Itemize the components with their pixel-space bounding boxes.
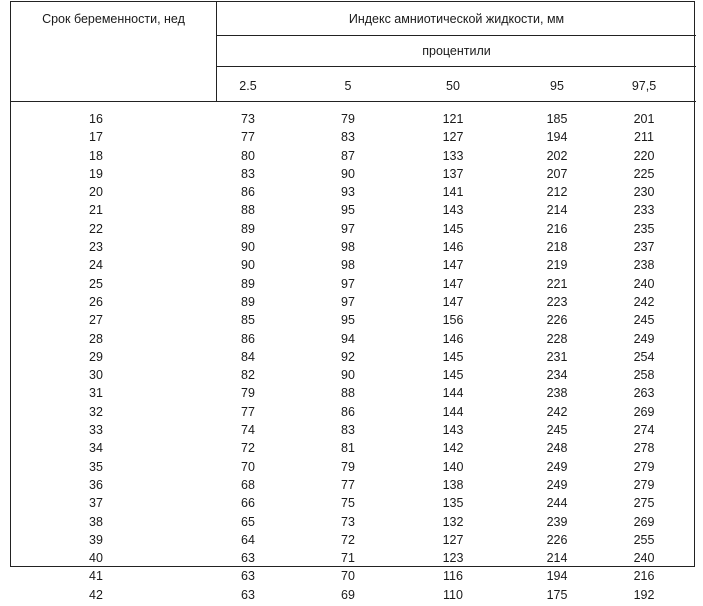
value-cell: 79 — [341, 112, 355, 126]
value-cell: 141 — [442, 185, 464, 200]
value-cell: 147 — [442, 276, 464, 291]
value-cell: 66 — [241, 496, 255, 511]
value-cell: 140 — [442, 459, 464, 474]
value-cell: 63 — [241, 587, 255, 602]
value-cell: 219 — [546, 258, 568, 273]
value-cell: 223 — [546, 294, 568, 309]
value-cell: 89 — [241, 276, 255, 291]
value-cell: 194 — [546, 569, 568, 584]
value-cell: 274 — [633, 423, 655, 438]
value-cell: 71 — [341, 551, 355, 566]
value-cell: 90 — [241, 258, 255, 273]
table-body — [11, 112, 696, 606]
value-cell: 68 — [241, 477, 255, 492]
value-cell: 238 — [633, 258, 655, 273]
week-cell: 22 — [89, 221, 103, 236]
percentile-2-5-header: 2.5 — [239, 79, 257, 93]
value-cell: 81 — [341, 441, 355, 456]
percentile-97-5-header: 97,5 — [631, 79, 657, 93]
week-cell: 23 — [89, 240, 103, 255]
week-cell: 39 — [89, 532, 103, 547]
value-cell: 88 — [341, 386, 355, 401]
value-cell: 72 — [341, 532, 355, 547]
value-cell: 127 — [442, 130, 464, 145]
table-row — [11, 460, 696, 478]
value-cell: 116 — [443, 569, 463, 584]
value-cell: 73 — [341, 514, 355, 529]
value-cell: 74 — [241, 423, 255, 438]
table-row — [11, 332, 696, 350]
week-cell: 21 — [89, 203, 103, 218]
value-cell: 132 — [442, 514, 464, 529]
value-cell: 240 — [633, 276, 655, 291]
value-cell: 156 — [442, 313, 464, 328]
value-cell: 70 — [241, 459, 255, 474]
table-row — [11, 405, 696, 423]
value-cell: 216 — [633, 569, 655, 584]
value-cell: 147 — [442, 258, 464, 273]
week-cell: 28 — [89, 331, 103, 346]
value-cell: 249 — [633, 331, 655, 346]
table-row — [11, 569, 696, 587]
value-cell: 202 — [546, 148, 568, 163]
week-cell: 33 — [89, 423, 103, 438]
percentiles-header: процентили — [422, 44, 491, 58]
value-cell: 133 — [442, 148, 464, 163]
value-cell: 194 — [546, 130, 568, 145]
value-cell: 145 — [442, 221, 464, 236]
value-cell: 82 — [241, 368, 255, 383]
value-cell: 221 — [546, 276, 568, 291]
value-cell: 97 — [341, 294, 355, 309]
value-cell: 86 — [341, 404, 355, 419]
week-cell: 35 — [89, 459, 103, 474]
value-cell: 143 — [442, 203, 464, 218]
value-cell: 145 — [442, 349, 464, 364]
value-cell: 89 — [241, 294, 255, 309]
value-cell: 95 — [341, 203, 355, 218]
week-cell: 25 — [89, 276, 103, 291]
value-cell: 143 — [442, 423, 464, 438]
value-cell: 214 — [546, 203, 568, 218]
table-row — [11, 149, 696, 167]
week-cell: 27 — [89, 313, 103, 328]
value-cell: 90 — [241, 240, 255, 255]
value-cell: 97 — [341, 221, 355, 236]
value-cell: 212 — [546, 185, 568, 200]
table-row — [11, 295, 696, 313]
value-cell: 92 — [341, 349, 355, 364]
week-cell: 30 — [89, 368, 103, 383]
percentile-50-header: 50 — [446, 79, 460, 93]
value-cell: 239 — [546, 514, 568, 529]
table-row — [11, 496, 696, 514]
value-cell: 135 — [442, 496, 464, 511]
amniotic-index-header: Индекс амниотической жидкости, мм — [348, 12, 565, 26]
week-cell: 40 — [89, 551, 103, 566]
value-cell: 245 — [546, 423, 568, 438]
value-cell: 72 — [241, 441, 255, 456]
table-row — [11, 441, 696, 459]
table-row — [11, 167, 696, 185]
week-cell: 32 — [89, 404, 103, 419]
table-row — [11, 423, 696, 441]
value-cell: 233 — [633, 203, 655, 218]
value-cell: 110 — [443, 587, 463, 602]
value-cell: 127 — [442, 532, 464, 547]
percentile-5-header: 5 — [344, 79, 352, 93]
value-cell: 80 — [241, 148, 255, 163]
value-cell: 98 — [341, 258, 355, 273]
value-cell: 88 — [241, 203, 255, 218]
value-cell: 269 — [633, 404, 655, 419]
week-cell: 34 — [89, 441, 103, 456]
value-cell: 255 — [633, 532, 655, 547]
value-cell: 77 — [241, 130, 255, 145]
value-cell: 123 — [442, 551, 464, 566]
table-row — [11, 185, 696, 203]
value-cell: 146 — [442, 240, 464, 255]
value-cell: 142 — [442, 441, 464, 456]
table-row — [11, 478, 696, 496]
week-cell: 26 — [89, 294, 103, 309]
value-cell: 211 — [634, 130, 654, 145]
value-cell: 83 — [341, 130, 355, 145]
value-cell: 207 — [546, 166, 568, 181]
value-cell: 235 — [633, 221, 655, 236]
value-cell: 89 — [241, 221, 255, 236]
table-row — [11, 350, 696, 368]
value-cell: 192 — [633, 587, 655, 602]
value-cell: 63 — [241, 551, 255, 566]
value-cell: 98 — [341, 240, 355, 255]
value-cell: 240 — [633, 551, 655, 566]
table-row — [11, 551, 696, 569]
value-cell: 147 — [442, 294, 464, 309]
value-cell: 145 — [442, 368, 464, 383]
table-row — [11, 386, 696, 404]
value-cell: 269 — [633, 514, 655, 529]
table-row — [11, 588, 696, 606]
value-cell: 228 — [546, 331, 568, 346]
value-cell: 234 — [546, 368, 568, 383]
value-cell: 185 — [546, 112, 568, 126]
table-row — [11, 313, 696, 331]
value-cell: 238 — [546, 386, 568, 401]
value-cell: 138 — [442, 477, 464, 492]
value-cell: 95 — [341, 313, 355, 328]
value-cell: 245 — [633, 313, 655, 328]
week-cell: 18 — [89, 148, 103, 163]
value-cell: 249 — [546, 459, 568, 474]
value-cell: 77 — [341, 477, 355, 492]
value-cell: 144 — [442, 386, 464, 401]
table-row — [11, 112, 696, 130]
table-row — [11, 277, 696, 295]
header-rule-top — [217, 35, 696, 36]
week-cell: 38 — [89, 514, 103, 529]
value-cell: 63 — [241, 569, 255, 584]
week-cell: 36 — [89, 477, 103, 492]
table-row — [11, 515, 696, 533]
value-cell: 137 — [442, 166, 464, 181]
value-cell: 279 — [633, 477, 655, 492]
percentile-95-header: 95 — [550, 79, 564, 93]
value-cell: 275 — [633, 496, 655, 511]
week-cell: 37 — [89, 496, 103, 511]
table-row — [11, 240, 696, 258]
week-cell: 31 — [89, 386, 103, 401]
data-table — [10, 1, 695, 602]
value-cell: 87 — [341, 148, 355, 163]
value-cell: 86 — [241, 331, 255, 346]
value-cell: 278 — [633, 441, 655, 456]
value-cell: 83 — [241, 166, 255, 181]
value-cell: 121 — [442, 112, 464, 126]
value-cell: 79 — [341, 459, 355, 474]
week-cell: 19 — [89, 166, 103, 181]
table-row — [11, 130, 696, 148]
table-row — [11, 222, 696, 240]
table-row — [11, 258, 696, 276]
value-cell: 79 — [241, 386, 255, 401]
week-cell: 20 — [89, 185, 103, 200]
value-cell: 242 — [633, 294, 655, 309]
header-rule-bottom — [11, 101, 696, 102]
value-cell: 216 — [546, 221, 568, 236]
value-cell: 144 — [442, 404, 464, 419]
value-cell: 258 — [633, 368, 655, 383]
value-cell: 73 — [241, 112, 255, 126]
value-cell: 218 — [546, 240, 568, 255]
value-cell: 225 — [633, 166, 655, 181]
value-cell: 83 — [341, 423, 355, 438]
value-cell: 214 — [546, 551, 568, 566]
value-cell: 237 — [633, 240, 655, 255]
value-cell: 90 — [341, 368, 355, 383]
value-cell: 254 — [633, 349, 655, 364]
value-cell: 201 — [633, 112, 655, 126]
value-cell: 279 — [633, 459, 655, 474]
header-rule-mid — [217, 66, 696, 67]
week-cell: 24 — [89, 258, 103, 273]
value-cell: 226 — [546, 313, 568, 328]
value-cell: 230 — [633, 185, 655, 200]
value-cell: 70 — [341, 569, 355, 584]
value-cell: 146 — [442, 331, 464, 346]
value-cell: 231 — [546, 349, 568, 364]
value-cell: 69 — [341, 587, 355, 602]
value-cell: 244 — [546, 496, 568, 511]
gestational-age-header: Срок беременности, нед — [42, 12, 185, 26]
value-cell: 64 — [241, 532, 255, 547]
week-cell: 17 — [89, 130, 103, 145]
week-cell: 41 — [89, 569, 103, 584]
week-cell: 16 — [89, 112, 103, 126]
value-cell: 242 — [546, 404, 568, 419]
value-cell: 84 — [241, 349, 255, 364]
value-cell: 220 — [633, 148, 655, 163]
table-row — [11, 533, 696, 551]
week-cell: 29 — [89, 349, 103, 364]
value-cell: 90 — [341, 166, 355, 181]
value-cell: 93 — [341, 185, 355, 200]
value-cell: 77 — [241, 404, 255, 419]
value-cell: 248 — [546, 441, 568, 456]
value-cell: 226 — [546, 532, 568, 547]
value-cell: 85 — [241, 313, 255, 328]
value-cell: 94 — [341, 331, 355, 346]
value-cell: 175 — [546, 587, 568, 602]
value-cell: 86 — [241, 185, 255, 200]
table-row — [11, 203, 696, 221]
value-cell: 97 — [341, 276, 355, 291]
value-cell: 249 — [546, 477, 568, 492]
value-cell: 263 — [633, 386, 655, 401]
value-cell: 75 — [341, 496, 355, 511]
value-cell: 65 — [241, 514, 255, 529]
table-row — [11, 368, 696, 386]
week-cell: 42 — [89, 587, 103, 602]
